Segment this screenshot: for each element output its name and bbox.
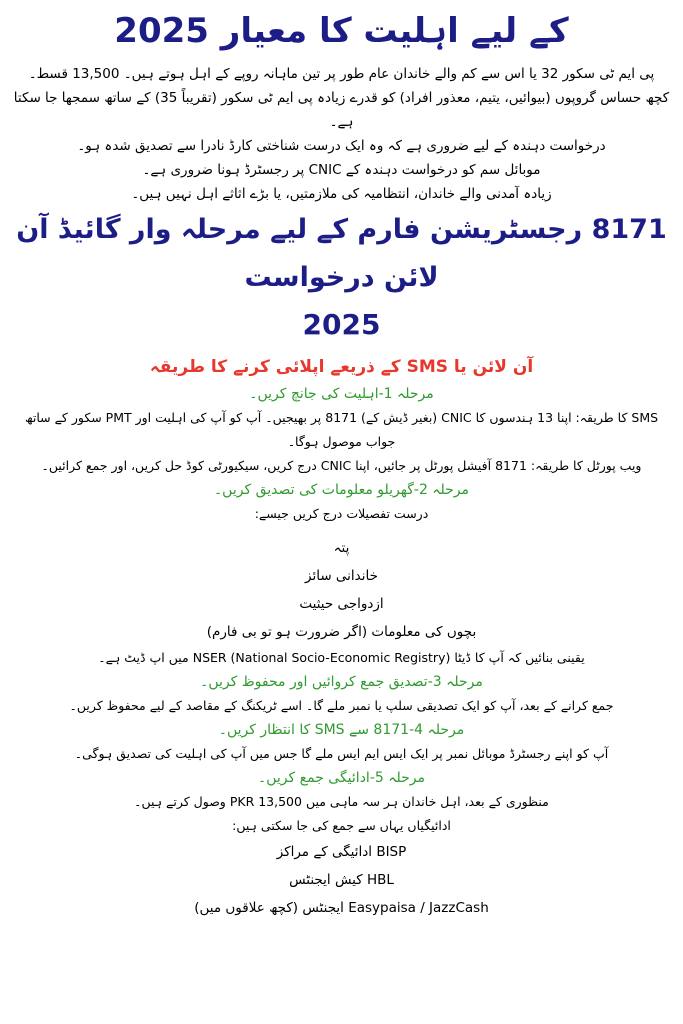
sms-method-text: SMS کا طریقہ: اپنا 13 ہندسوں کا CNIC (بغیر ڈیش کے) 8171 پر بھیجیں۔ آپ کو آپ کی اہلیت اور PMT سکور کے ساتھ جواب موصول ہوگا۔ [24, 410, 659, 449]
payment-points-list [10, 838, 673, 922]
nser-note: یقینی بنائیں کہ آپ کا ڈیٹا NSER (National Socio-Economic Registry) میں اپ ڈیٹ ہے۔ [98, 650, 585, 665]
payment-point: HBL کیش ایجنٹس [289, 872, 394, 888]
spacer [10, 526, 673, 534]
step-1-heading: مرحلہ 1-اہلیت کی جانچ کریں۔ [249, 386, 434, 402]
detail-item: ازدواجی حیثیت [299, 596, 384, 612]
step-4-text: آپ کو اپنے رجسٹرڈ موبائل نمبر پر ایک ایس ایم ایس ملے گا جس میں آپ کی اہلیت کی تصدیق ہوگی۔ [74, 746, 609, 761]
method-heading: آن لائن یا SMS کے ذریعے اپلائی کرنے کا طریقہ [149, 357, 534, 377]
payments-intro: ادائیگیاں یہاں سے جمع کی جا سکتی ہیں: [232, 818, 451, 833]
criteria-item: پی ایم ٹی سکور 32 یا اس سے کم والے خاندان عام طور پر تین ماہانہ روپے کے اہل ہوتے ہیں۔ 13,500 قسط۔ [28, 66, 655, 82]
guide-year: 2025 [302, 308, 381, 341]
detail-item: بچوں کی معلومات (اگر ضرورت ہو تو بی فارم) [206, 624, 477, 640]
payment-point: Easypaisa / JazzCash ایجنٹس (کچھ علاقوں میں) [194, 900, 489, 916]
step-5-heading: مرحلہ 5-ادائیگی جمع کریں۔ [258, 770, 425, 786]
step-3-heading: مرحلہ 3-تصدیق جمع کروائیں اور محفوظ کریں۔ [200, 674, 483, 690]
eligibility-criteria-list [10, 62, 673, 206]
criteria-item: زیادہ آمدنی والے خاندان، انتظامیہ کی ملازمتیں، یا بڑے اثاثے اہل نہیں ہیں۔ [131, 186, 552, 202]
step-2-heading: مرحلہ 2-گھریلو معلومات کی تصدیق کریں۔ [213, 482, 470, 498]
web-method-text: ویب پورٹل کا طریقہ: 8171 آفیشل پورٹل پر جائیں، اپنا CNIC درج کریں، سیکیورٹی کوڈ حل کریں، اور جمع کرائیں۔ [41, 458, 642, 473]
main-title: کے لیے اہلیت کا معیار 2025 [114, 11, 569, 51]
step-4-heading: مرحلہ 4-8171 سے SMS کا انتظار کریں۔ [218, 722, 465, 738]
criteria-item: موبائل سم کو درخواست دہندہ کے CNIC پر رجسٹرڈ ہونا ضروری ہے۔ [142, 162, 541, 178]
guide-title: 8171 رجسٹریشن فارم کے لیے مرحلہ وار گائیڈ آن لائن درخواست [16, 214, 667, 293]
step-3-text: جمع کرانے کے بعد، آپ کو ایک تصدیقی سلپ یا نمبر ملے گا۔ اسے ٹریکنگ کے مقاصد کے لیے محفوظ کریں۔ [69, 698, 614, 713]
criteria-item: درخواست دہندہ کے لیے ضروری ہے کہ وہ ایک درست شناختی کارڈ نادرا سے تصدیق شدہ ہو۔ [77, 138, 606, 154]
detail-item: پتہ [333, 540, 350, 556]
detail-item: خاندانی سائز [305, 568, 378, 584]
details-intro: درست تفصیلات درج کریں جیسے: [254, 506, 429, 521]
step-5-text: منظوری کے بعد، اہل خاندان ہر سہ ماہی میں PKR 13,500 وصول کرتے ہیں۔ [134, 794, 549, 809]
criteria-item: کچھ حساس گروپوں (بیوائیں، یتیم، معذور افراد) کو قدرے زیادہ پی ایم ٹی سکور (تقریباً 35) کے ساتھ سمجھا جا سکتا ہے۔ [13, 90, 670, 130]
details-list [10, 534, 673, 646]
payment-point: BISP ادائیگی کے مراکز [276, 844, 407, 860]
